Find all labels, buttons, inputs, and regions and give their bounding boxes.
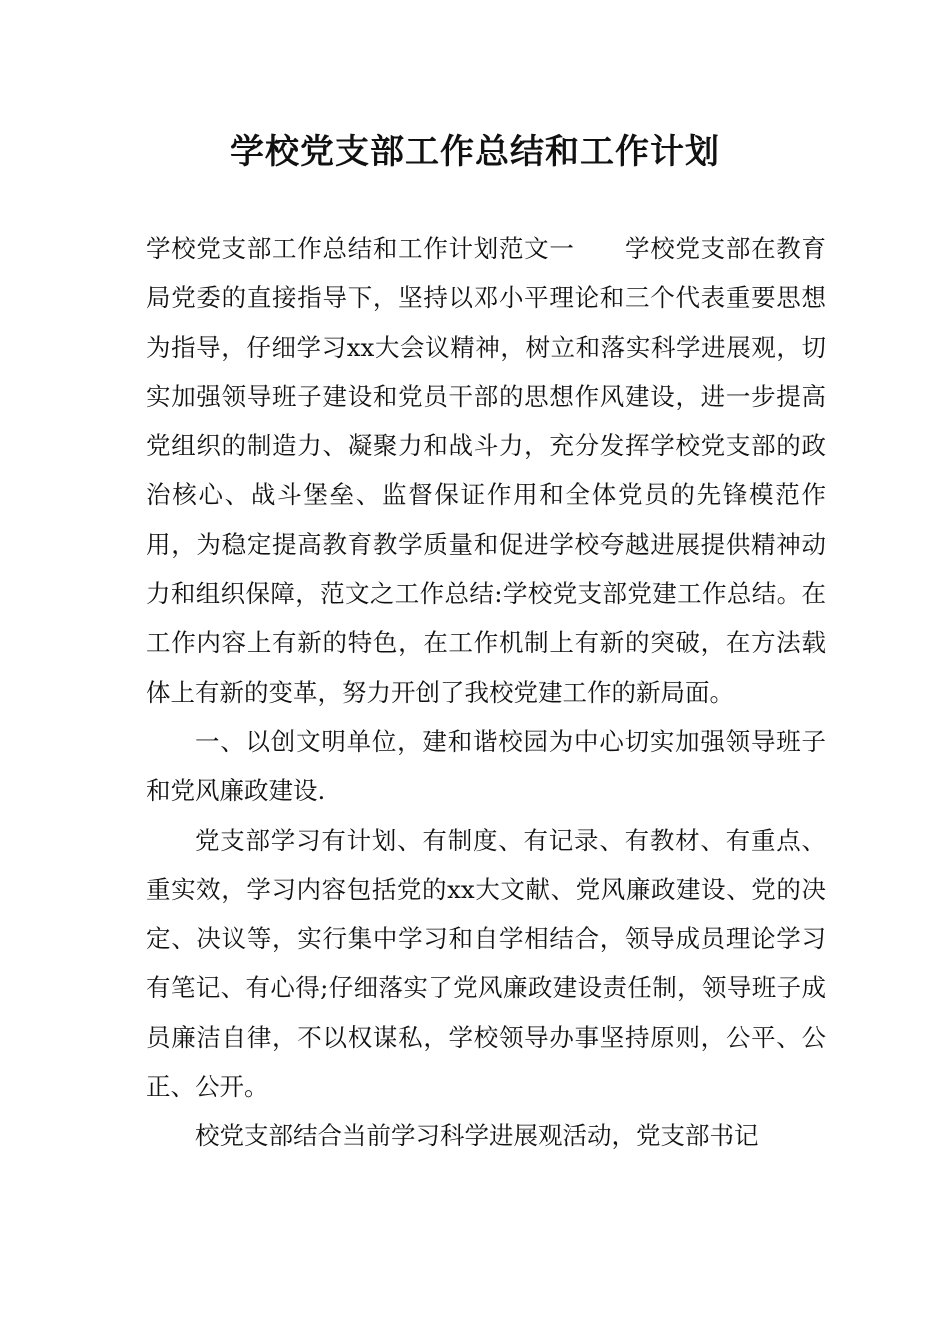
paragraph: 校党支部结合当前学习科学进展观活动，党支部书记 [195,1121,759,1151]
document-body [146,224,826,1161]
document-title: 学校党支部工作总结和工作计划 [230,132,720,172]
paragraph: 党支部学习有计划、有制度、有记录、有教材、有重点、重实效，学习内容包括党的xx大文献、党风廉政建设、党的决定、决议等，实行集中学习和自学相结合，领导成员理论学习有笔记、有心得;仔细落实了党风廉政建设责任制，领导班子成员廉洁自律，不以权谋私，学校领导办事坚持原则，公平、公正、公开。 [146,825,826,1102]
paragraph: 一、以创文明单位，建和谐校园为中心切实加强领导班子和党风廉政建设. [146,726,826,806]
paragraph: 学校党支部工作总结和工作计划范文一 学校党支部在教育局党委的直接指导下，坚持以邓小平理论和三个代表重要思想为指导，仔细学习xx大会议精神，树立和落实科学进展观，切实加强领导班子建设和党员干部的思想作风建设，进一步提高党组织的制造力、凝聚力和战斗力，充分发挥学校党支部的政治核心、战斗堡垒、监督保证作用和全体党员的先锋模范作用，为稳定提高教育教学质量和促进学校夸越进展提供精神动力和组织保障，范文之工作总结:学校党支部党建工作总结。在工作内容上有新的特色，在工作机制上有新的突破，在方法载体上有新的变革，努力开创了我校党建工作的新局面。 [146,234,826,707]
